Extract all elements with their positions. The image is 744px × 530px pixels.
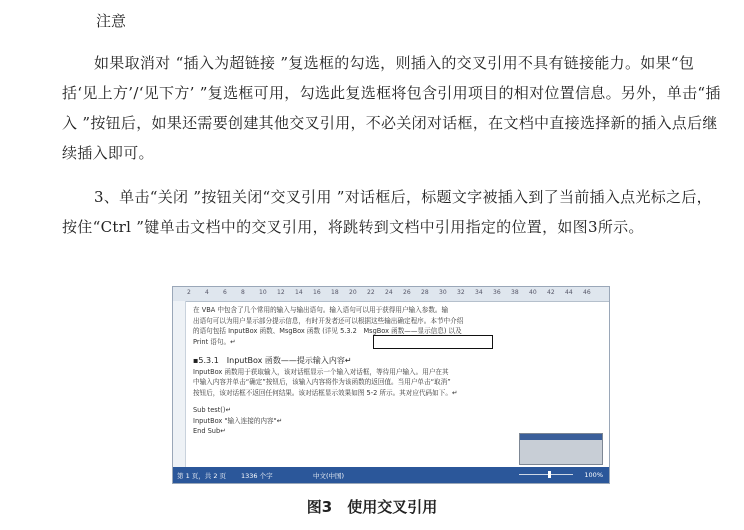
body-line: InputBox 函数用于获取输入，该对话框显示一个输入对话框，等待用户输入。用户在其 <box>193 367 449 376</box>
code-line: End Sub↵ <box>193 427 226 435</box>
ruler-tick: 24 <box>385 289 393 296</box>
ruler-tick: 6 <box>223 289 227 296</box>
page-count[interactable]: 第 1 页，共 2 页 <box>177 472 227 480</box>
section-heading: ▪5.3.1 InputBox 函数——提示输入内容↵ <box>193 356 352 365</box>
doc-line: Print 语句。↵ <box>193 337 236 346</box>
ruler-tick: 18 <box>331 289 339 296</box>
ruler-tick: 4 <box>205 289 209 296</box>
ruler-tick: 10 <box>259 289 267 296</box>
doc-line: 的语句包括 InputBox 函数、MsgBox 函数 (详见 5.3.2 MsgBox 函数——显示信息) 以及 <box>193 327 462 335</box>
ruler-tick: 2 <box>187 289 191 296</box>
note-heading: 注意 <box>96 12 127 30</box>
word-document-screenshot <box>172 286 610 484</box>
body-line: 按钮后，该对话框不返回任何结果。该对话框显示效果如图 5-2 所示。其对应代码如下。↵ <box>193 388 458 397</box>
ruler-tick: 34 <box>475 289 483 296</box>
code-line: Sub test()↵ <box>193 406 231 414</box>
ruler-tick: 40 <box>529 289 537 296</box>
dialog-thumbnail <box>519 433 603 465</box>
status-bar <box>173 467 609 483</box>
vertical-ruler <box>173 301 186 467</box>
ruler-tick: 20 <box>349 289 357 296</box>
ruler-tick: 38 <box>511 289 519 296</box>
ruler-tick: 12 <box>277 289 285 296</box>
ruler-tick: 16 <box>313 289 321 296</box>
language-indicator[interactable]: 中文(中国) <box>313 472 345 480</box>
zoom-level[interactable]: 100% <box>584 471 603 479</box>
doc-line: 在 VBA 中包含了几个常用的输入与输出语句。输入语句可以用于获得用户输入参数。输 <box>193 306 449 314</box>
ruler-tick: 14 <box>295 289 303 296</box>
ruler-tick: 28 <box>421 289 429 296</box>
paragraph-close-dialog-step: 3、单击“关闭 ”按钮关闭“交叉引用 ”对话框后，标题文字被插入到了当前插入点光标之后，按住“Ctrl ”键单击文档中的交叉引用，将跳转到文档中引用指定的位置，如图3所示。 <box>62 188 712 236</box>
zoom-slider[interactable] <box>519 474 573 475</box>
zoom-slider-knob[interactable] <box>548 471 551 478</box>
document-content <box>193 305 593 437</box>
code-line: InputBox "输入连接的内容"↵ <box>193 416 283 425</box>
dialog-titlebar <box>520 434 602 440</box>
word-count[interactable]: 1336 个字 <box>241 472 273 480</box>
ruler-tick: 30 <box>439 289 447 296</box>
paragraph-hyperlink-option: 如果取消对 “插入为超链接 ”复选框的勾选，则插入的交叉引用不具有链接能力。如果“包括‘见上方’/‘见下方’ ”复选框可用，勾选此复选框将包含引用项目的相对位置信息。另外，单击“插入 ”按钮后，如果还需要创建其他交叉引用，不必关闭对话框，在文档中直接选择新的插入点后继续插入即可。 <box>62 54 721 162</box>
figure-caption: 图3 使用交叉引用 <box>306 498 438 516</box>
ruler-tick: 36 <box>493 289 501 296</box>
ruler-tick: 22 <box>367 289 375 296</box>
cross-reference-highlight-box <box>373 335 493 349</box>
horizontal-ruler <box>173 287 609 302</box>
ruler-tick: 46 <box>583 289 591 296</box>
body-line: 中输入内容并单击“确定”按钮后，该输入内容将作为该函数的返回值。当用户单击“取消” <box>193 378 451 386</box>
doc-line: 出语句可以为用户显示部分提示信息，有时开发者还可以根据这些输出确定程序。本节中介绍 <box>193 316 464 325</box>
ruler-tick: 42 <box>547 289 555 296</box>
ruler-tick: 32 <box>457 289 465 296</box>
ruler-tick: 8 <box>241 289 245 296</box>
ruler-tick: 44 <box>565 289 573 296</box>
ruler-tick: 26 <box>403 289 411 296</box>
